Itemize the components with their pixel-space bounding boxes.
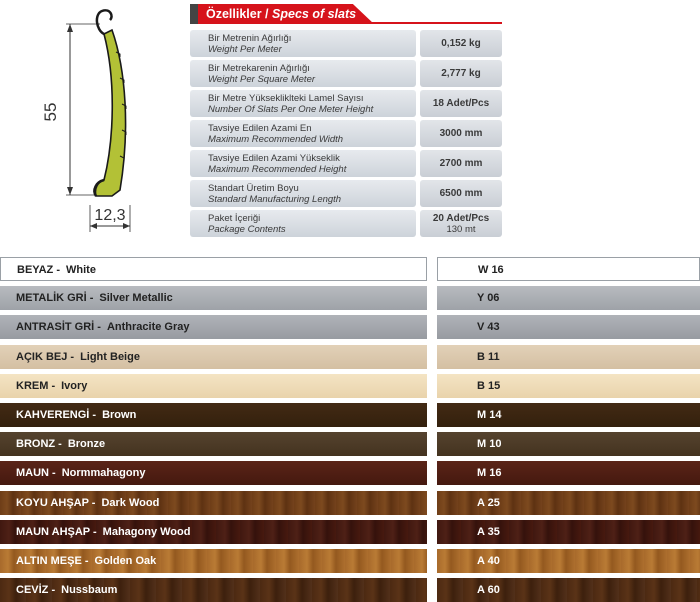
- color-row-b11: [0, 345, 700, 369]
- height-dimension-label: 55: [41, 102, 60, 122]
- spec-value: 0,152 kg: [441, 38, 481, 49]
- color-swatch-code: [437, 403, 700, 427]
- color-swatch-code: [437, 549, 700, 573]
- color-code: A 25: [477, 496, 500, 509]
- color-code: M 10: [477, 438, 502, 451]
- spec-value-box: [420, 120, 502, 147]
- spec-label-tr: Bir Metre Yüksekliklteki Lamel Sayısı: [208, 93, 364, 104]
- color-swatch-name: [0, 549, 427, 573]
- color-name-tr: BEYAZ -: [17, 264, 60, 276]
- color-name: [16, 496, 159, 510]
- spec-value-box: [420, 90, 502, 117]
- color-swatch-name: [0, 520, 427, 544]
- spec-label: [190, 90, 416, 117]
- color-swatch-code: [437, 491, 700, 515]
- spec-value: 2700 mm: [439, 158, 483, 169]
- color-name-tr: KAHVERENGİ -: [16, 409, 97, 421]
- color-name: [16, 320, 189, 334]
- color-code: B 15: [477, 379, 501, 392]
- header-red-line: [366, 22, 502, 24]
- color-swatch-name: [0, 403, 427, 427]
- spec-label-tr: Paket İçeriği: [208, 213, 261, 224]
- color-name-tr: ANTRASİT GRİ -: [16, 321, 101, 334]
- spec-label-en: Weight Per Square Meter: [208, 74, 316, 85]
- spec-row-max-width: [190, 120, 502, 147]
- color-swatch-code: [437, 578, 700, 602]
- color-row-b15: [0, 374, 700, 398]
- color-code: W 16: [478, 264, 504, 276]
- color-name-en: Normmahagony: [61, 467, 146, 480]
- color-name-en: Brown: [102, 409, 137, 421]
- spec-value: 2,777 kg: [441, 68, 481, 79]
- spec-value-box: [420, 180, 502, 207]
- spec-label-en: Weight Per Meter: [208, 44, 282, 55]
- spec-value-box: [420, 210, 502, 237]
- spec-value-box: [420, 30, 502, 57]
- color-name: [16, 554, 156, 568]
- color-name-tr: MAUN AHŞAP -: [16, 525, 97, 538]
- color-swatch-code: [437, 315, 700, 339]
- color-name: [16, 583, 117, 597]
- color-name: [16, 350, 140, 364]
- color-name-en: Bronze: [67, 438, 106, 451]
- color-row-m14: [0, 403, 700, 427]
- color-code: B 11: [477, 350, 500, 363]
- spec-label-en: Number Of Slats Per One Meter Height: [208, 104, 374, 115]
- color-name: [16, 525, 190, 539]
- color-name-en: Mahagony Wood: [102, 525, 191, 538]
- spec-value: 20 Adet/Pcs: [432, 213, 490, 224]
- color-swatch-name: [0, 315, 427, 339]
- specs-title: [206, 6, 356, 22]
- color-swatch-code: [437, 257, 700, 281]
- spec-label-tr: Bir Metrekarenin Ağırlığı: [208, 63, 310, 74]
- color-row-a25: [0, 491, 700, 515]
- width-dimension-label: 12,3: [94, 207, 126, 224]
- color-swatch-code: [437, 461, 700, 485]
- color-name: [16, 379, 87, 393]
- color-swatch-code: [437, 432, 700, 456]
- color-swatch-code: [437, 286, 700, 310]
- color-swatch-name: [0, 461, 427, 485]
- color-swatch-code: [437, 520, 700, 544]
- spec-label-en: Maximum Recommended Width: [208, 134, 344, 145]
- color-name-tr: BRONZ -: [16, 438, 62, 451]
- color-name-tr: METALİK GRİ -: [16, 292, 94, 305]
- color-swatch-name: [0, 286, 427, 310]
- color-row-a35: [0, 520, 700, 544]
- color-code: V 43: [477, 321, 500, 334]
- color-name-en: Anthracite Gray: [106, 321, 190, 334]
- spec-label-en: Standard Manufacturing Length: [208, 194, 342, 205]
- spec-label: [190, 210, 416, 237]
- spec-value-box: [420, 150, 502, 177]
- spec-value-box: [420, 60, 502, 87]
- specs-header: [190, 4, 502, 24]
- color-swatch-name: [0, 432, 427, 456]
- color-code: Y 06: [477, 292, 500, 305]
- color-name: [17, 263, 96, 277]
- color-name-tr: KOYU AHŞAP -: [16, 496, 96, 509]
- color-code: M 14: [477, 409, 502, 421]
- spec-label-tr: Standart Üretim Boyu: [208, 183, 299, 194]
- color-name-tr: KREM -: [16, 379, 56, 392]
- color-swatch-name: [0, 257, 427, 281]
- color-row-a60: [0, 578, 700, 602]
- spec-label: [190, 60, 416, 87]
- color-name-tr: CEVİZ -: [16, 584, 56, 597]
- spec-row-weight-per-square-meter: [190, 60, 502, 87]
- slat-profile-drawing: [0, 0, 190, 240]
- spec-label: [190, 30, 416, 57]
- spec-label-tr: Bir Metrenin Ağırlığı: [208, 33, 292, 44]
- color-code: A 60: [477, 584, 500, 597]
- color-name-en: Dark Wood: [101, 496, 160, 509]
- color-swatch-code: [437, 374, 700, 398]
- spec-row-slats-per-meter: [190, 90, 502, 117]
- color-name-en: Silver Metallic: [99, 292, 173, 305]
- spec-row-package-contents: [190, 210, 502, 237]
- color-name-en: Ivory: [61, 379, 88, 392]
- color-swatch-name: [0, 578, 427, 602]
- color-row-v43: [0, 315, 700, 339]
- color-code: M 16: [477, 467, 502, 480]
- header-dark-strip: [190, 4, 198, 24]
- color-name: [16, 408, 136, 422]
- spec-row-max-height: [190, 150, 502, 177]
- spec-label-tr: Tavsiye Edilen Azami Yükseklik: [208, 153, 340, 164]
- color-name-en: Nussbaum: [61, 584, 118, 597]
- color-name-tr: AÇIK BEJ -: [16, 350, 75, 363]
- color-code: A 35: [477, 525, 500, 538]
- color-swatch-code: [437, 345, 700, 369]
- color-name-tr: MAUN -: [16, 467, 56, 480]
- color-name-en: White: [66, 264, 96, 276]
- spec-label: [190, 180, 416, 207]
- spec-label-en: Maximum Recommended Height: [208, 164, 347, 175]
- spec-value-sub: 130 mt: [446, 224, 476, 235]
- spec-label: [190, 120, 416, 147]
- color-name-en: Light Beige: [80, 350, 140, 363]
- color-name: [16, 466, 145, 480]
- spec-label: [190, 150, 416, 177]
- specs-title-tr: Özellikler /: [206, 7, 273, 21]
- color-name: [16, 291, 173, 305]
- color-name-en: Golden Oak: [94, 555, 157, 567]
- color-name-tr: ALTIN MEŞE -: [16, 555, 89, 567]
- spec-value: 6500 mm: [439, 188, 483, 199]
- color-row-y06: [0, 286, 700, 310]
- color-row-w16: [0, 257, 700, 281]
- spec-value: 18 Adet/Pcs: [432, 98, 490, 109]
- spec-label-en: Package Contents: [208, 224, 286, 235]
- color-code: A 40: [477, 555, 500, 567]
- spec-label-tr: Tavsiye Edilen Azami En: [208, 123, 312, 134]
- color-name: [16, 437, 105, 451]
- color-swatch-name: [0, 374, 427, 398]
- spec-row-weight-per-meter: [190, 30, 502, 57]
- spec-value: 3000 mm: [439, 128, 483, 139]
- color-swatch-name: [0, 491, 427, 515]
- color-row-m16: [0, 461, 700, 485]
- spec-row-manufacturing-length: [190, 180, 502, 207]
- color-row-a40: [0, 549, 700, 573]
- color-row-m10: [0, 432, 700, 456]
- specs-title-en: Specs of slats: [272, 7, 357, 21]
- color-swatch-name: [0, 345, 427, 369]
